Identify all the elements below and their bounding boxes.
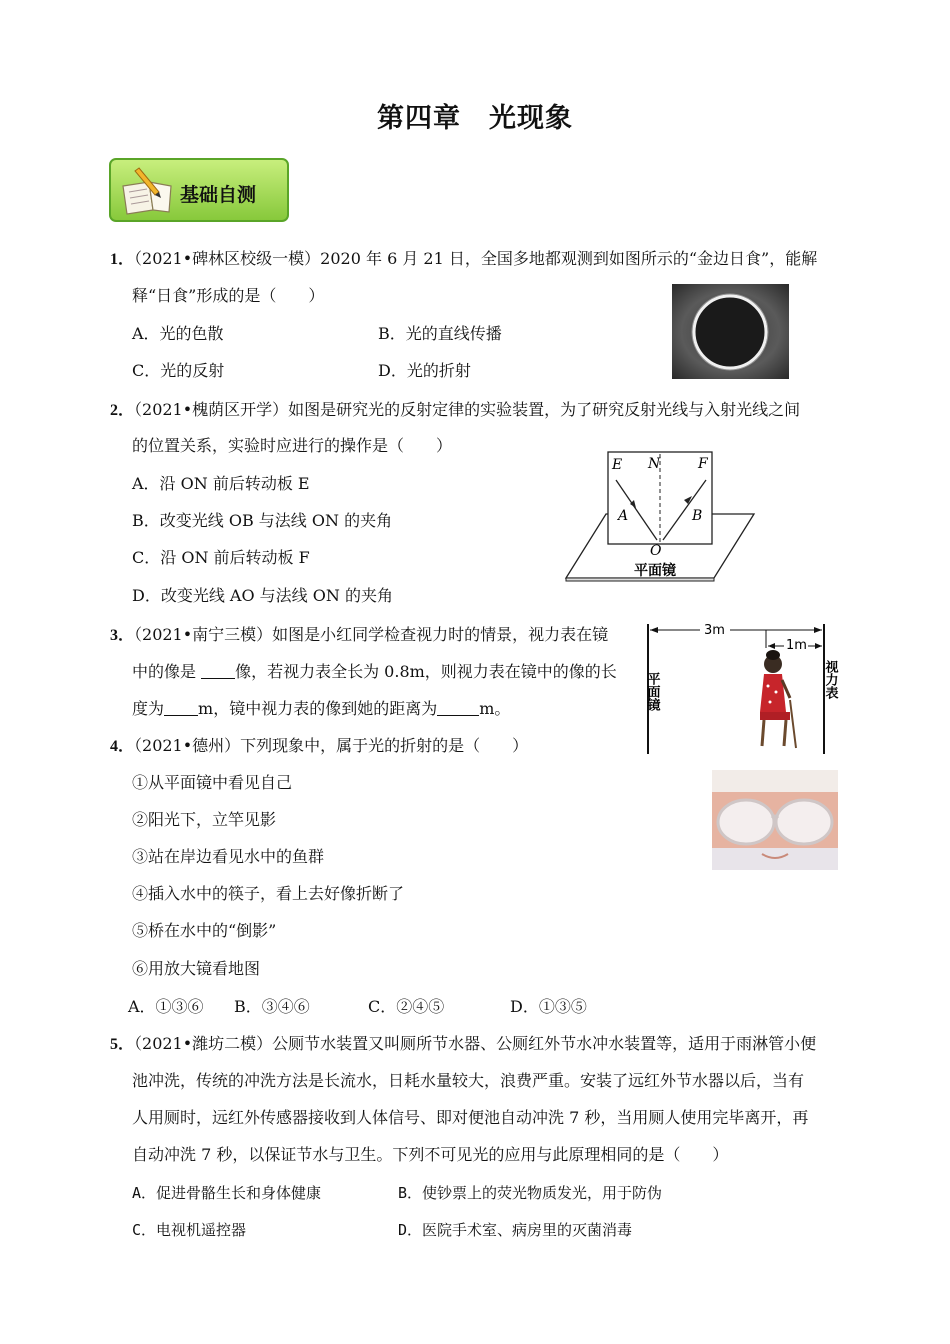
distance-3m-label: 3m [704,623,725,638]
question-5-stem-line1: 5．（2021•潍坊二模）公厕节水装置又叫厕所节水器、公厕红外节水冲水装置等，适用于雨淋管小便 [110,1034,817,1053]
label-f: F [698,456,708,472]
distance-1m-label: 1m [786,638,807,653]
question-2-stem-line2: 的位置关系，实验时应进行的操作是（ ） [132,436,453,455]
option-d: D．光的折射 [378,361,471,380]
option-a: A．沿 ON 前后转动板 E [132,474,310,493]
option-b: B．③④⑥ [234,997,310,1016]
option-c: C．②④⑤ [368,997,445,1016]
option-b: B．使钞票上的荧光物质发光，用于防伪 [398,1184,663,1202]
reflection-experiment-figure [564,450,760,585]
label-e: E [612,457,623,473]
label-a: A [618,508,629,524]
label-b: B [692,508,703,524]
list-item: ⑤桥在水中的“倒影” [132,921,277,940]
option-c: C．电视机遥控器 [132,1221,247,1239]
question-5-stem-line3: 人用厕时，远红外传感器接收到人体信号、即对便池自动冲洗 7 秒，当用厕人使用完毕离开，再 [132,1108,809,1127]
list-item: ②阳光下，立竿见影 [132,810,277,829]
answer-blank[interactable] [201,662,235,679]
question-3-stem-line1: 3．（2021•南宁三模）如图是小红同学检查视力时的情景，视力表在镜 [110,625,609,644]
question-5-stem-line4: 自动冲洗 7 秒，以保证节水与卫生。下列不可见光的应用与此原理相同的是（ ） [132,1145,729,1164]
option-d: D．改变光线 AO 与法线 ON 的夹角 [132,586,393,605]
question-1-stem-line2: 释“日食”形成的是（ ） [132,286,325,305]
option-c: C．光的反射 [132,361,225,380]
answer-blank[interactable] [437,699,479,716]
label-o: O [650,543,662,559]
label-n: N [648,456,661,472]
question-4-stem-line1: 4．（2021•德州）下列现象中，属于光的折射的是（ ） [110,736,529,755]
option-a: A．促进骨骼生长和身体健康 [132,1184,322,1202]
section-badge-label: 基础自测 [180,184,257,206]
eye-chart-vertical-label: 视力表 [822,660,838,699]
option-d: D．医院手术室、病房里的灭菌消毒 [398,1221,633,1239]
option-b: B．改变光线 OB 与法线 ON 的夹角 [132,511,393,530]
list-item: ④插入水中的筷子，看上去好像折断了 [132,884,405,903]
mirror-vertical-label: 平面镜 [644,672,660,711]
option-b: B．光的直线传播 [378,324,502,343]
answer-blank[interactable] [164,699,198,716]
label-mirror: 平面镜 [634,563,676,579]
question-5-stem-line2: 池冲洗，传统的冲洗方法是长流水，日耗水量较大，浪费严重。安装了远红外节水器以后，当有 [132,1071,805,1090]
vision-test-figure [640,620,840,760]
option-a: A．①③⑥ [128,997,204,1016]
option-d: D．①③⑤ [510,997,587,1016]
question-2-stem-line1: 2．（2021•槐荫区开学）如图是研究光的反射定律的实验装置，为了研究反射光线与入射光线之间 [110,400,801,419]
option-a: A．光的色散 [132,324,224,343]
question-3-stem-line2: 中的像是 像，若视力表全长为 0.8m，则视力表在镜中的像的长 [132,662,617,681]
list-item: ⑥用放大镜看地图 [132,959,261,978]
question-number: 2． [110,402,135,419]
question-3-stem-line3: 度为 m，镜中视力表的像到她的距离为 m。 [132,699,511,718]
option-c: C．沿 ON 前后转动板 F [132,548,310,567]
list-item: ③站在岸边看见水中的鱼群 [132,847,325,866]
solar-eclipse-image [672,284,789,379]
question-number: 3． [110,627,135,644]
foggy-glasses-image [712,770,838,870]
question-number: 4． [110,738,135,755]
page-title: 第四章 光现象 [377,103,573,134]
list-item: ①从平面镜中看见自己 [132,773,293,792]
question-number: 5． [110,1036,135,1053]
question-1-stem-line1: 1．（2021•碑林区校级一模）2020 年 6 月 21 日，全国多地都观测到如图所示的“金边日食”，能解 [110,249,818,268]
question-number: 1． [110,251,135,268]
